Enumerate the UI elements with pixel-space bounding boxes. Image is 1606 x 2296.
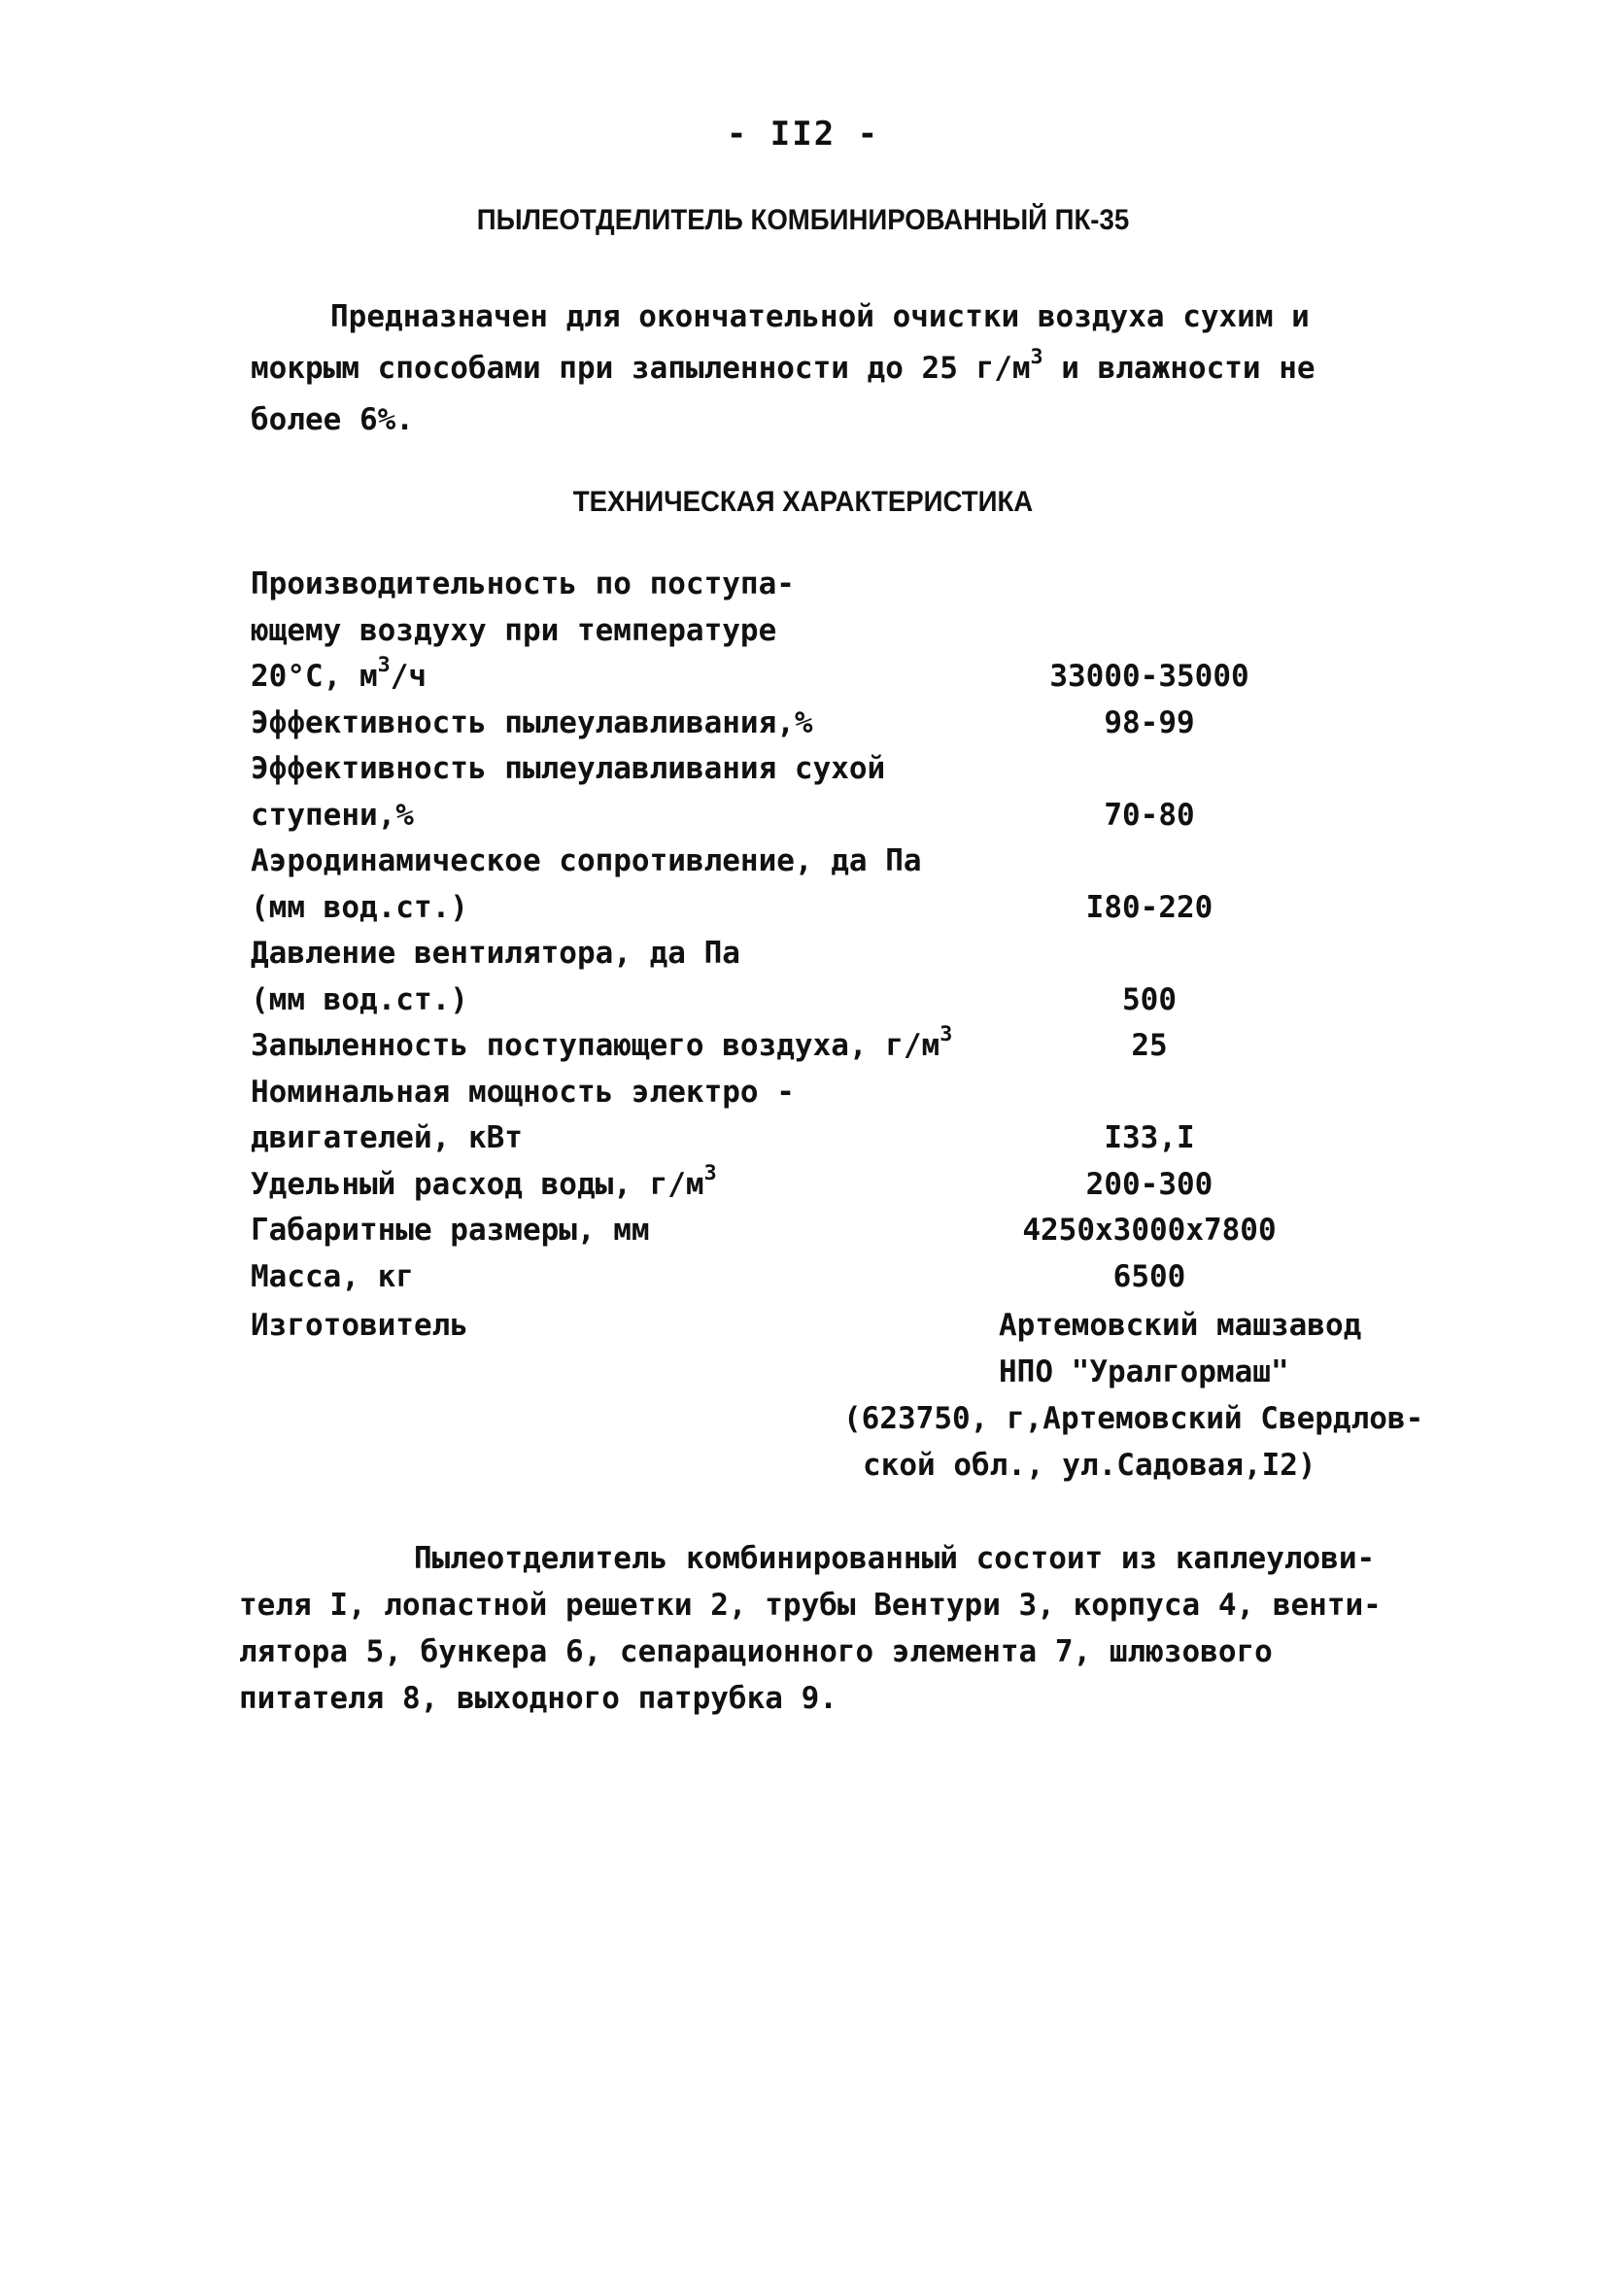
spec-row-capacity bbox=[251, 562, 1465, 701]
spec-row-dimensions bbox=[251, 1208, 1465, 1254]
spec-row-power bbox=[251, 1070, 1465, 1162]
spec-row-dust-content bbox=[251, 1023, 1465, 1070]
spec-table bbox=[251, 562, 1465, 1300]
superscript: 3 bbox=[377, 653, 391, 678]
spec-value-dimensions: 4250x3000x7800 bbox=[1022, 1213, 1277, 1248]
spec-label-efficiency-dry bbox=[251, 746, 931, 839]
manufacturer-line-1: Артемовский машзавод bbox=[999, 1308, 1362, 1343]
spec-value-dust-content: 25 bbox=[1131, 1028, 1168, 1063]
spec-label-line: Масса, кг bbox=[251, 1258, 414, 1294]
spec-label-fan-pressure bbox=[251, 931, 931, 1023]
manufacturer-line-3: (623750, г,Артемовский Свердлов- bbox=[843, 1401, 1424, 1436]
spec-value-efficiency: 98-99 bbox=[1104, 704, 1195, 740]
intro-paragraph bbox=[251, 291, 1387, 446]
description-line-3: лятора 5, бункера 6, сепарационного элемента 7, шлюзового bbox=[239, 1634, 1273, 1669]
spec-value-efficiency-dry: 70-80 bbox=[1104, 797, 1195, 833]
intro-line-2-b: и влажности не bbox=[1042, 351, 1316, 386]
intro-line-2-sup: 3 bbox=[1030, 345, 1043, 370]
spec-label-line: ступени,% bbox=[251, 797, 414, 833]
spec-row-fan-pressure bbox=[251, 931, 1465, 1023]
intro-line-1: Предназначен для окончательной очистки воздуха сухим и bbox=[330, 299, 1310, 334]
manufacturer-label: Изготовитель bbox=[251, 1308, 468, 1343]
spec-label-line: (мм вод.ст.) bbox=[251, 889, 468, 925]
document-title: ПЫЛЕОТДЕЛИТЕЛЬ КОМБИНИРОВАННЫЙ ПК-35 bbox=[476, 204, 1130, 236]
spec-label-dimensions bbox=[251, 1208, 931, 1254]
intro-line-3: более 6%. bbox=[251, 402, 414, 437]
spec-row-efficiency bbox=[251, 701, 1465, 747]
spec-row-mass bbox=[251, 1254, 1465, 1301]
description-paragraph bbox=[239, 1535, 1463, 1722]
description-line-4: питателя 8, выходного патрубка 9. bbox=[239, 1681, 837, 1716]
section-title: ТЕХНИЧЕСКАЯ ХАРАКТЕРИСТИКА bbox=[572, 486, 1034, 518]
page-number: - II2 - bbox=[726, 115, 880, 154]
spec-label-line: Производительность по поступа- bbox=[251, 566, 795, 601]
spec-label-resistance bbox=[251, 839, 931, 931]
spec-row-efficiency-dry bbox=[251, 746, 1465, 839]
spec-label-water bbox=[251, 1162, 931, 1209]
spec-value-power: I33,I bbox=[1104, 1120, 1195, 1155]
spec-label-line: Удельный расход воды, г/м bbox=[251, 1166, 704, 1202]
spec-label-dust-content bbox=[251, 1022, 953, 1070]
spec-label-line: Габаритные размеры, мм bbox=[251, 1213, 650, 1248]
spec-label-line: (мм вод.ст.) bbox=[251, 981, 468, 1017]
spec-value-capacity: 33000-35000 bbox=[1049, 659, 1249, 694]
spec-label-line: ющему воздуху при температуре bbox=[251, 612, 777, 648]
spec-label-line: двигателей, кВт bbox=[251, 1120, 523, 1155]
spec-value-fan-pressure: 500 bbox=[1122, 981, 1177, 1017]
spec-label-power bbox=[251, 1070, 931, 1162]
spec-label-line: Эффективность пылеулавливания,% bbox=[251, 704, 813, 740]
spec-label-line: Давление вентилятора, да Па bbox=[251, 936, 740, 971]
manufacturer-address bbox=[843, 1302, 1465, 1489]
spec-label-efficiency bbox=[251, 701, 931, 747]
spec-row-resistance bbox=[251, 839, 1465, 931]
spec-label-line: Эффективность пылеулавливания сухой bbox=[251, 751, 886, 786]
spec-row-water bbox=[251, 1162, 1465, 1209]
superscript: 3 bbox=[703, 1160, 717, 1185]
manufacturer-line-4: ской обл., ул.Садовая,I2) bbox=[863, 1448, 1316, 1483]
spec-value-mass: 6500 bbox=[1112, 1258, 1186, 1294]
spec-label-unit: /ч bbox=[390, 659, 427, 694]
description-line-1: Пылеотделитель комбинированный состоит из каплеулови- bbox=[414, 1541, 1376, 1576]
spec-label-line: 20°С, м bbox=[251, 659, 378, 694]
spec-label-capacity bbox=[251, 562, 931, 701]
intro-line-2-a: мокрым способами при запыленности до 25 г/м bbox=[251, 351, 1031, 386]
spec-label-line: Номинальная мощность электро - bbox=[251, 1074, 795, 1110]
spec-value-resistance: I80-220 bbox=[1085, 889, 1213, 925]
superscript: 3 bbox=[940, 1022, 953, 1047]
manufacturer-line-2: НПО "Уралгормаш" bbox=[999, 1354, 1289, 1389]
spec-label-line: Аэродинамическое сопротивление, да Па bbox=[251, 843, 922, 878]
spec-value-water: 200-300 bbox=[1085, 1166, 1213, 1202]
description-line-2: теля I, лопастной решетки 2, трубы Вентури 3, корпуса 4, венти- bbox=[239, 1588, 1382, 1623]
spec-label-mass bbox=[251, 1254, 931, 1301]
spec-label-line: Запыленность поступающего воздуха, г/м bbox=[251, 1028, 940, 1063]
